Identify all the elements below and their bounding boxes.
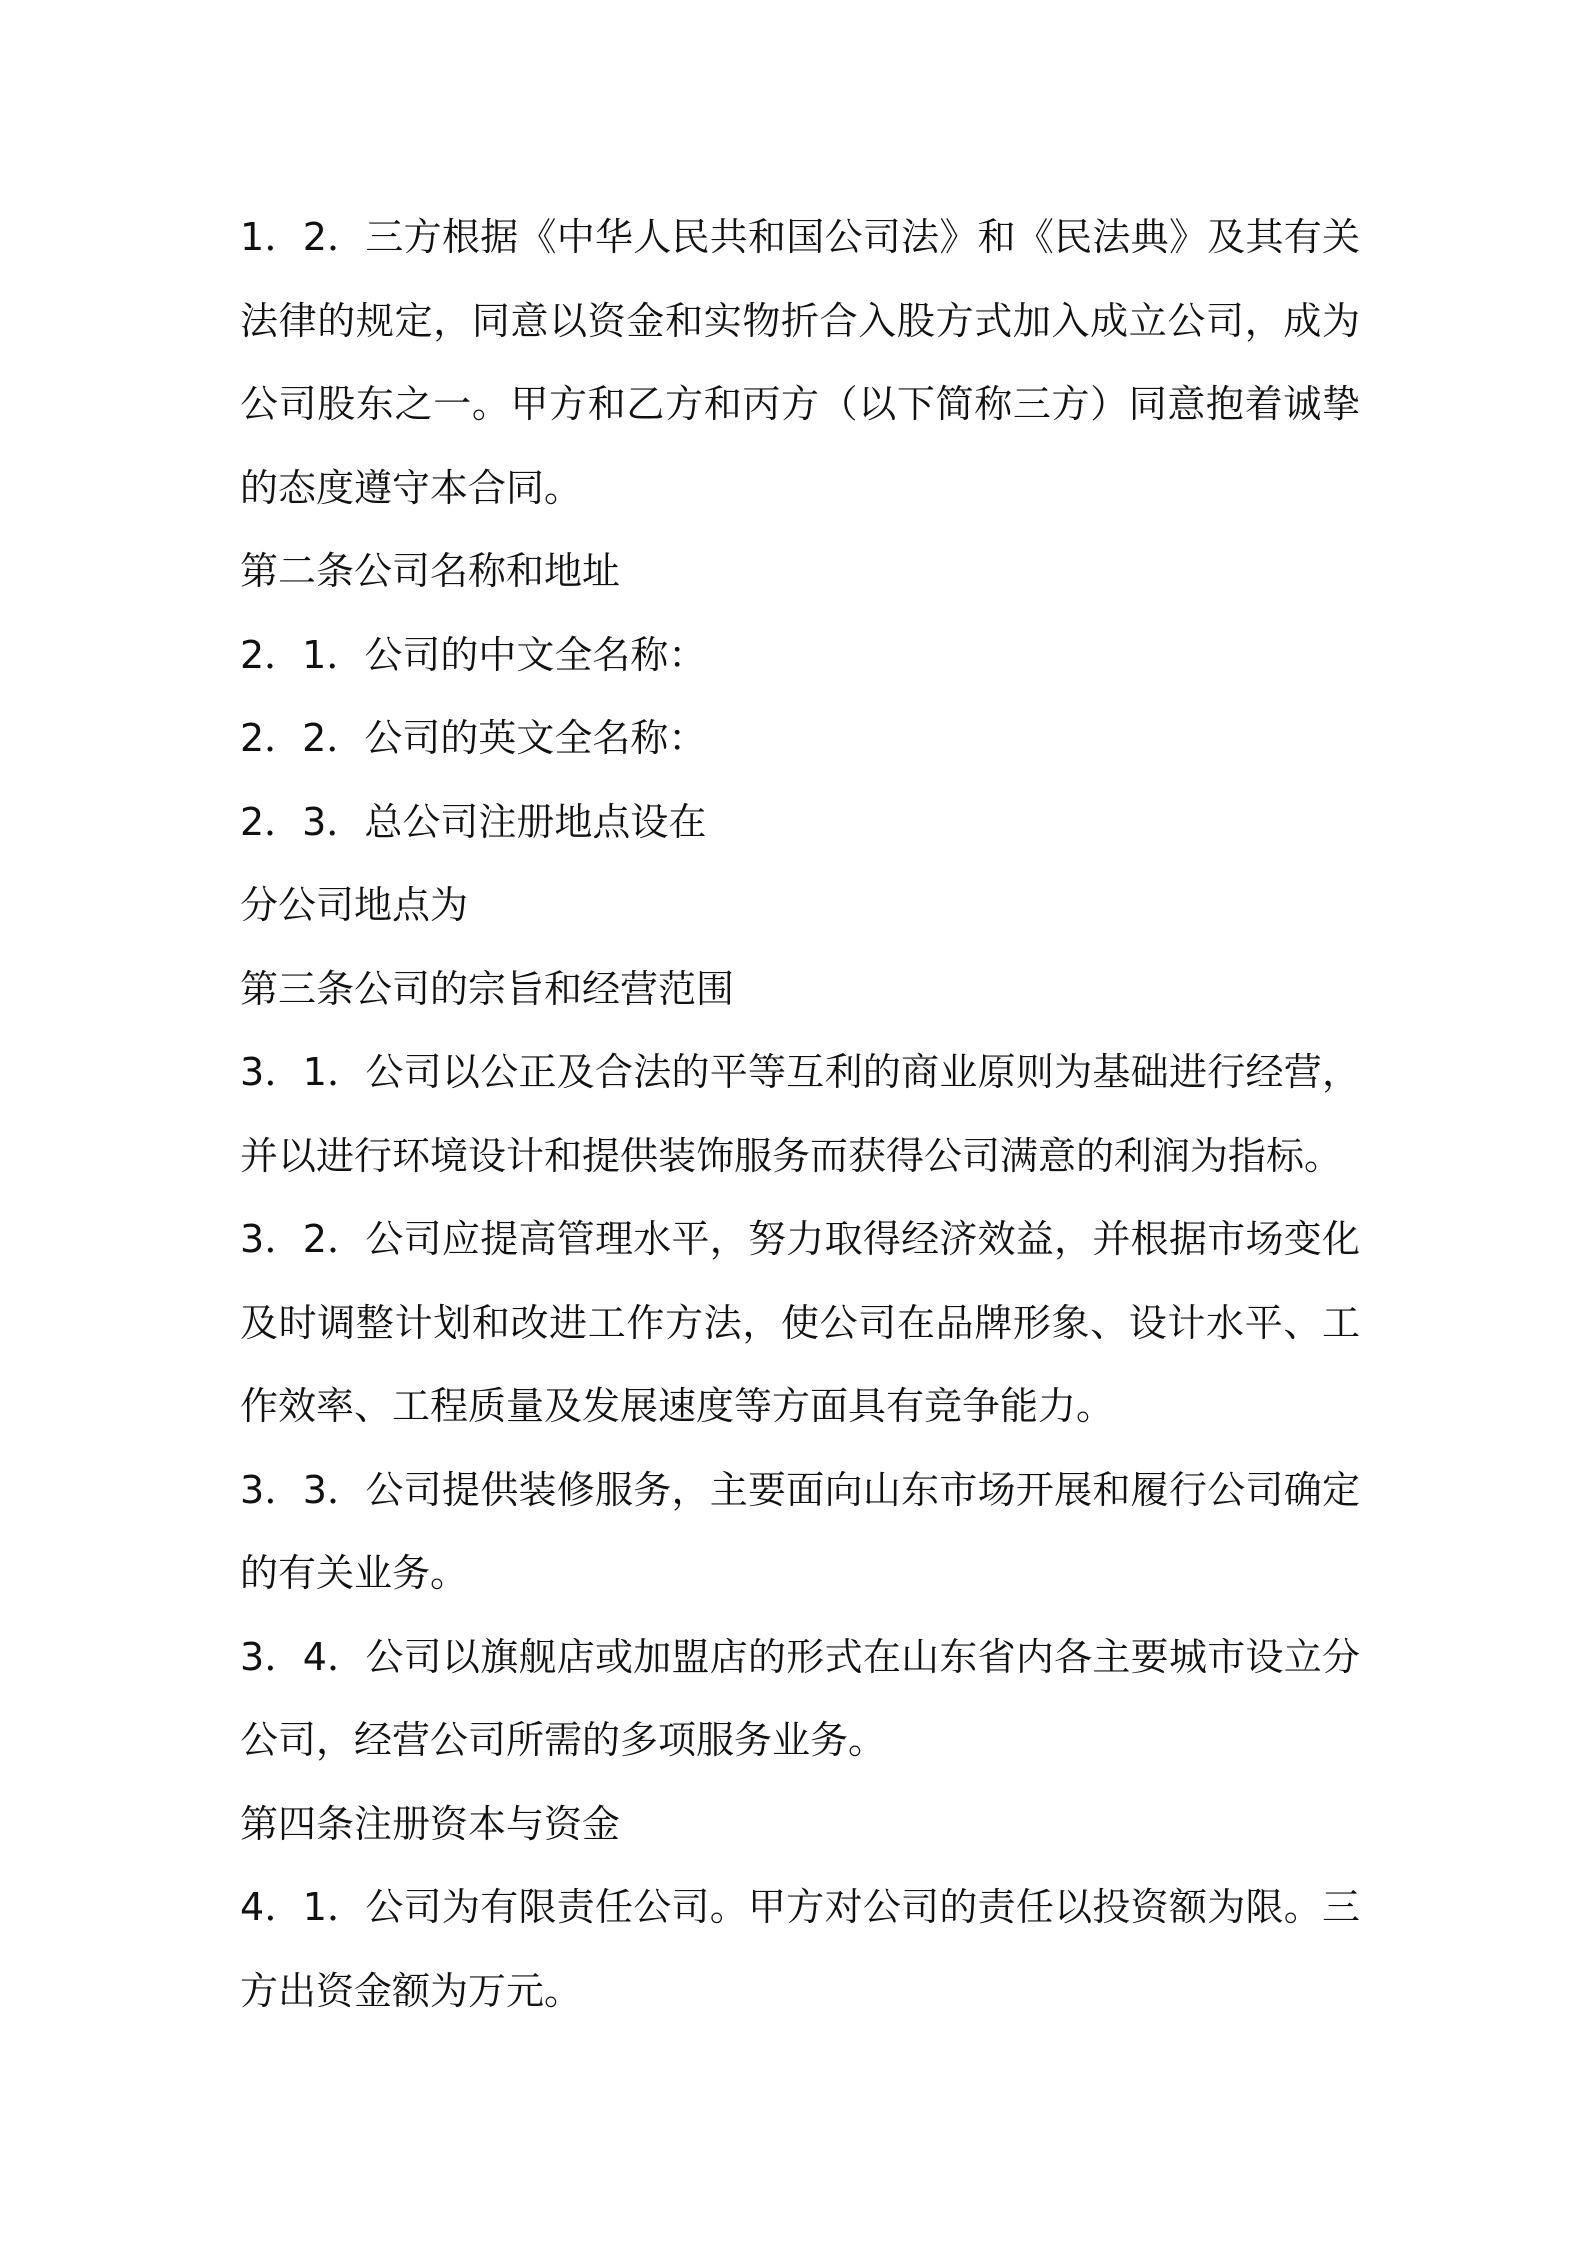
- document-body: [240, 196, 1360, 2033]
- article-2-heading: 第二条公司名称和地址: [240, 549, 621, 593]
- clause-1-2: 1．2．三方根据《中华人民共和国公司法》和《民法典》及其有关法律的规定，同意以资金和实物折合入股方式加入成立公司，成为公司股东之一。甲方和乙方和丙方（以下简称三方）同意抱着诚挚的态度遵守本合同。: [240, 215, 1360, 510]
- clause-3-2: 3．2．公司应提高管理水平，努力取得经济效益，并根据市场变化及时调整计划和改进工作方法，使公司在品牌形象、设计水平、工作效率、工程质量及发展速度等方面具有竞争能力。: [240, 1217, 1360, 1428]
- branch-location-line: 分公司地点为: [240, 883, 469, 927]
- clause-3-1: 3．1．公司以公正及合法的平等互利的商业原则为基础进行经营，并以进行环境设计和提供装饰服务而获得公司满意的利润为指标。: [240, 1050, 1360, 1178]
- clause-3-3: 3．3．公司提供装修服务，主要面向山东市场开展和履行公司确定的有关业务。: [240, 1467, 1360, 1595]
- clause-3-4: 3．4．公司以旗舰店或加盟店的形式在山东省内各主要城市设立分公司，经营公司所需的多项服务业务。: [240, 1634, 1360, 1762]
- clause-2-1: 2．1．公司的中文全名称：: [240, 632, 707, 677]
- clause-2-3: 2．3．总公司注册地点设在: [240, 799, 707, 844]
- article-3-heading: 第三条公司的宗旨和经营范围: [240, 966, 735, 1011]
- article-4-heading: 第四条注册资本与资金: [240, 1801, 621, 1846]
- clause-4-1: 4．1．公司为有限责任公司。甲方对公司的责任以投资额为限。三方出资金额为万元。: [240, 1885, 1360, 2013]
- clause-2-2: 2．2．公司的英文全名称：: [240, 716, 707, 760]
